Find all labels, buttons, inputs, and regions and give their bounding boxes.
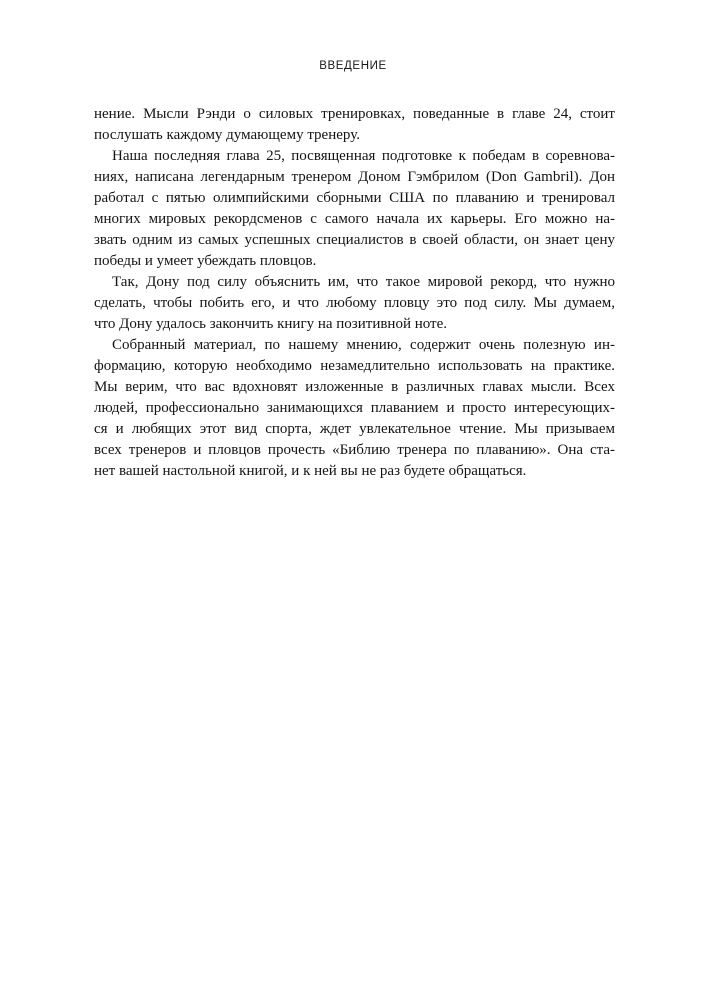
text-line: многих мировых рекордсменов с самого начала их карьеры. Его можно на- — [94, 211, 615, 227]
body-text — [94, 104, 615, 482]
text-line: работал с пятью олимпийскими сборными США по плаванию и тренировал — [94, 190, 615, 206]
text-line: звать одним из самых успешных специалистов в своей области, он знает цену — [94, 232, 615, 248]
text-line: ниях, написана легендарным тренером Доном Гэмбрилом (Don Gambril). Дон — [94, 169, 615, 185]
paragraph-3 — [94, 272, 615, 335]
paragraph-1 — [94, 104, 615, 146]
text-line: формацию, которую необходимо незамедлительно использовать на практике. — [94, 358, 615, 374]
text-line: Собранный материал, по нашему мнению, содержит очень полезную ин- — [112, 337, 615, 353]
paragraph-2 — [94, 146, 615, 272]
text-line: людей, профессионально занимающихся плаванием и просто интересующих- — [94, 400, 615, 416]
text-line: Мы верим, что вас вдохновят изложенные в различных главах мысли. Всех — [94, 379, 615, 395]
text-line: Наша последняя глава 25, посвященная подготовке к победам в соревнова- — [112, 148, 615, 164]
text-line: Так, Дону под силу объяснить им, что такое мировой рекорд, что нужно — [112, 274, 615, 290]
text-line: победы и умеет убеждать пловцов. — [94, 253, 317, 269]
running-head: ВВЕДЕНИЕ — [319, 60, 387, 72]
text-line: всех тренеров и пловцов прочесть «Библию тренера по плаванию». Она ста- — [94, 442, 615, 458]
text-line: что Дону удалось закончить книгу на позитивной ноте. — [94, 316, 448, 332]
text-line: послушать каждому думающему тренеру. — [94, 127, 360, 143]
paragraph-4 — [94, 335, 615, 482]
text-line: ся и любящих этот вид спорта, ждет увлекательное чтение. Мы призываем — [94, 421, 615, 437]
text-line: нет вашей настольной книгой, и к ней вы не раз будете обращаться. — [94, 463, 527, 479]
text-line: нение. Мысли Рэнди о силовых тренировках, поведанные в главе 24, стоит — [94, 106, 615, 122]
text-line: сделать, чтобы побить его, и что любому пловцу это под силу. Мы думаем, — [94, 295, 615, 311]
